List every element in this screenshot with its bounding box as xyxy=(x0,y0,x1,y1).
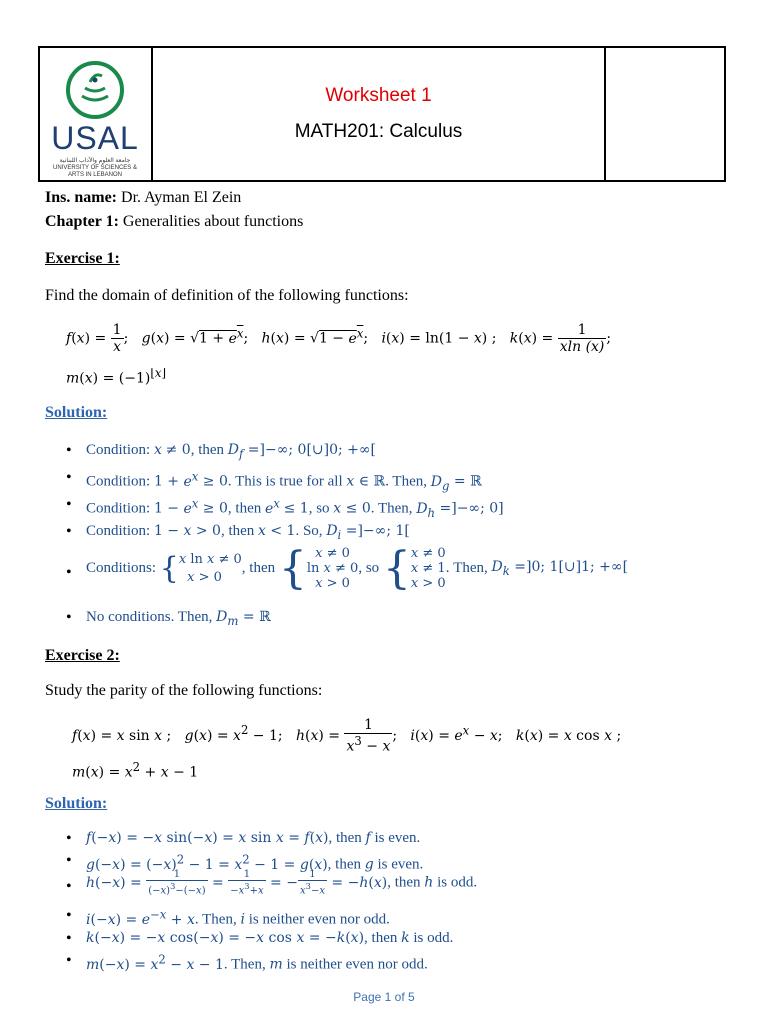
exercise1-solution-heading: Solution: xyxy=(45,404,108,421)
ins-label: Ins. name: xyxy=(45,189,118,206)
title-cell xyxy=(153,48,606,180)
chapter-line xyxy=(45,213,303,231)
logo-text: USAL xyxy=(51,120,139,156)
instructor-line xyxy=(45,189,241,207)
exercise1-functions: f(x) = $\frac{1}{x}$ ; $g(x) = √1 + e^x$; $h(x) = √1 - e^x$; i(x) = ln(1 − x) ; k(x) = $\frac{1}{xln (x)}$ ; xyxy=(66,322,612,355)
exercise2-prompt: Study the parity of the following functions: xyxy=(45,682,323,699)
chapter-label: Chapter 1: xyxy=(45,213,119,230)
exercise2-heading: Exercise 2: xyxy=(45,647,120,664)
header-table xyxy=(38,46,726,182)
exercise2-function-m: $m(x) = x^2 + x - 1$ xyxy=(72,760,199,781)
course-title: MATH201: Calculus xyxy=(294,121,463,142)
logo-cell xyxy=(40,48,153,180)
exercise2-solution-heading: Solution: xyxy=(45,795,108,812)
exercise1-function-m: $m(x) = (-1)^{⌊x⌋}$ xyxy=(66,366,167,387)
page-footer: Page 1 of 5 xyxy=(353,990,415,1004)
usal-logo-icon xyxy=(52,60,138,120)
exercise1-heading: Exercise 1: xyxy=(45,250,120,267)
empty-cell xyxy=(606,48,724,180)
exercise1-prompt: Find the domain of definition of the following functions: xyxy=(45,287,409,304)
exercise2-functions: f(x) = x sin x ; $g(x) = x^2 - 1$; h(x) = $\frac{1}{x^3 - x}$ ; $i(x) = e^x - x$; k(x) = x cos x ; xyxy=(72,717,622,755)
ins-value: Dr. Ayman El Zein xyxy=(121,189,242,206)
logo-subtext: جامعة العلوم والآداب اللبنانية UNIVERSITY OF SCIENCES & ARTS IN LEBANON xyxy=(53,158,137,178)
chapter-value: Generalities about functions xyxy=(122,213,304,230)
worksheet-title: Worksheet 1 xyxy=(325,85,432,106)
